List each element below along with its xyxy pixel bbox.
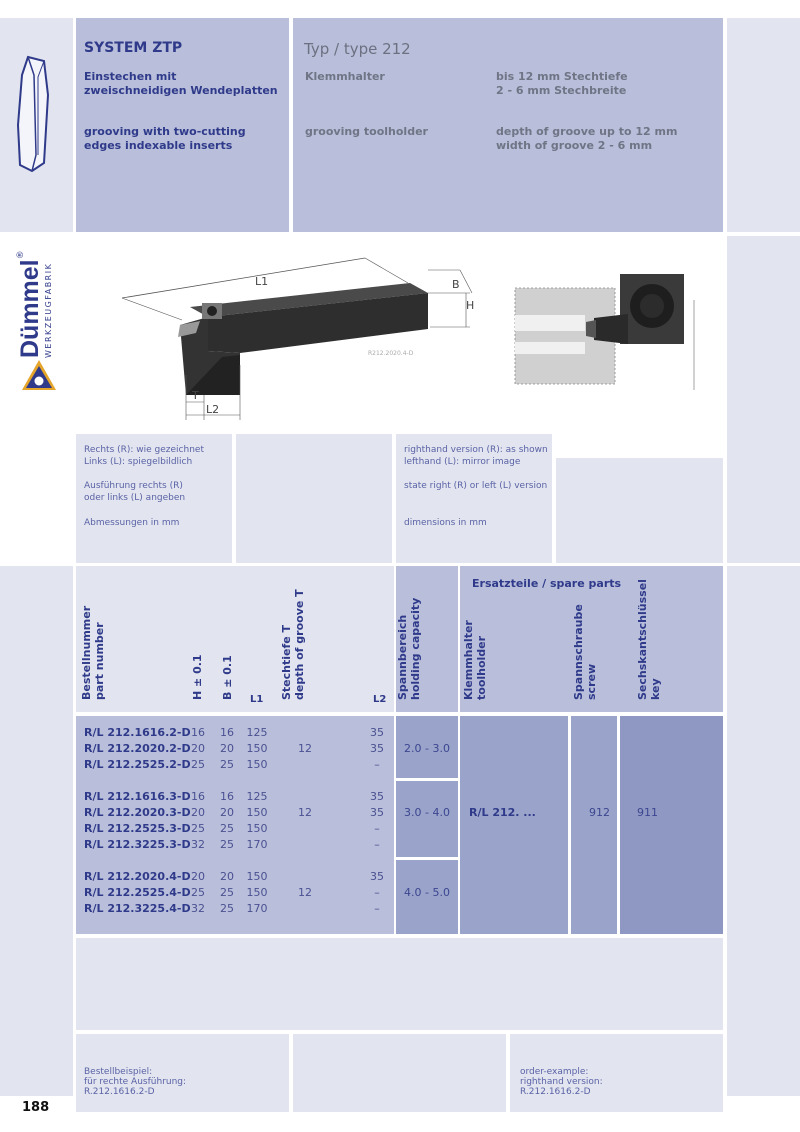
col-holder-en: toolholder xyxy=(475,635,488,700)
value-B: 16 xyxy=(220,726,234,739)
de-desc-line2: zweischneidigen Wendeplatten xyxy=(84,84,278,97)
system-title: SYSTEM ZTP xyxy=(84,40,183,56)
footer-blank-panel xyxy=(293,1034,506,1112)
col-T-en: depth of groove T xyxy=(293,589,306,700)
holder-cell xyxy=(460,716,568,934)
label-B: B xyxy=(452,278,460,291)
value-T: 12 xyxy=(298,886,312,899)
value-L2: 35 xyxy=(370,742,384,755)
notes-blank-panel xyxy=(236,434,392,563)
value-H: 16 xyxy=(191,790,205,803)
de-holder: Klemmhalter xyxy=(305,70,385,83)
label-L1: L1 xyxy=(255,275,269,288)
col-header-B xyxy=(214,566,234,712)
toolholder-drawing xyxy=(110,245,490,425)
page-number: 188 xyxy=(22,1100,50,1115)
value-B: 20 xyxy=(220,806,234,819)
screw-cell xyxy=(571,716,617,934)
left-strip-bottom xyxy=(0,566,73,1096)
value-B: 25 xyxy=(220,886,234,899)
note-en-line3: state right (R) or left (L) version xyxy=(404,481,548,491)
label-L2: L2 xyxy=(206,403,220,416)
value-B: 25 xyxy=(220,838,234,851)
col-header-key xyxy=(636,566,680,712)
note-de-line3: Ausführung rechts (R) xyxy=(84,481,183,491)
value-H: 32 xyxy=(191,838,205,851)
brand-registered: ® xyxy=(16,250,26,260)
en-spec-line1: depth of groove up to 12 mm xyxy=(496,125,678,138)
value-L1: 150 xyxy=(246,742,268,755)
table-row[interactable] xyxy=(76,758,476,774)
value-H: 20 xyxy=(191,870,205,883)
note-de-line5: Abmessungen in mm xyxy=(84,518,180,528)
part-number: R/L 212.2525.3-D xyxy=(84,822,191,835)
value-L1: 170 xyxy=(246,838,268,851)
value-L1: 125 xyxy=(246,726,268,739)
key-cell xyxy=(620,716,723,934)
part-number: R/L 212.3225.4-D xyxy=(84,902,191,915)
range-value-2: 3.0 - 4.0 xyxy=(404,806,450,819)
value-B: 25 xyxy=(220,758,234,771)
en-spec-line2: width of groove 2 - 6 mm xyxy=(496,139,653,152)
footer-de-line2: für rechte Ausführung: xyxy=(84,1077,187,1087)
col-T-de: Stechtiefe T xyxy=(280,624,293,700)
footer-de-line1: Bestellbeispiel: xyxy=(84,1067,153,1077)
drawing-engraving: R212.2020.4-D xyxy=(368,350,414,357)
col-header-T xyxy=(280,566,324,712)
range-value-1: 2.0 - 3.0 xyxy=(404,742,450,755)
col-header-range xyxy=(396,566,440,712)
value-L2: 35 xyxy=(370,806,384,819)
col-holder-de: Klemmhalter xyxy=(462,620,475,700)
col-range-en: holding capacity xyxy=(409,597,422,700)
value-H: 32 xyxy=(191,902,205,915)
en-holder: grooving toolholder xyxy=(305,125,428,138)
en-desc-line1: grooving with two-cutting xyxy=(84,125,246,138)
note-en-line4: dimensions in mm xyxy=(404,518,487,528)
col-B: B ± 0.1 xyxy=(221,655,234,700)
brand-name: Dümmel xyxy=(16,259,44,358)
table-row[interactable] xyxy=(76,726,476,742)
label-H: H xyxy=(466,299,475,312)
col-key-en: key xyxy=(649,678,662,700)
value-H: 25 xyxy=(191,822,205,835)
part-number: R/L 212.2020.3-D xyxy=(84,806,191,819)
spare-parts-title: Ersatzteile / spare parts xyxy=(472,577,622,590)
value-L2: – xyxy=(374,758,380,771)
value-L1: 150 xyxy=(246,870,268,883)
col-screw-en: screw xyxy=(585,663,598,700)
type-title: Typ / type 212 xyxy=(304,40,411,58)
en-desc-line2: edges indexable inserts xyxy=(84,139,233,152)
footer-de-line3: R.212.1616.2-D xyxy=(84,1087,155,1097)
value-B: 20 xyxy=(220,870,234,883)
groove-detail-drawing xyxy=(510,270,705,395)
de-spec-line1: bis 12 mm Stechtiefe xyxy=(496,70,628,83)
de-spec-line2: 2 - 6 mm Stechbreite xyxy=(496,84,627,97)
part-number: R/L 212.1616.3-D xyxy=(84,790,191,803)
right-strip-middle xyxy=(727,236,800,563)
value-L1: 150 xyxy=(246,806,268,819)
value-L1: 125 xyxy=(246,790,268,803)
table-row[interactable] xyxy=(76,790,476,806)
col-header-holder xyxy=(462,566,506,712)
part-number: R/L 212.3225.3-D xyxy=(84,838,191,851)
table-row[interactable] xyxy=(76,870,476,886)
footer-en-line1: order-example: xyxy=(520,1067,589,1077)
value-L2: – xyxy=(374,902,380,915)
part-number: R/L 212.1616.2-D xyxy=(84,726,191,739)
value-L1: 150 xyxy=(246,886,268,899)
col-header-screw xyxy=(572,566,616,712)
value-L2: 35 xyxy=(370,790,384,803)
value-L1: 170 xyxy=(246,902,268,915)
note-en-line1: righthand version (R): as shown xyxy=(404,445,548,455)
part-number: R/L 212.2525.2-D xyxy=(84,758,191,771)
col-L2: L2 xyxy=(373,694,387,705)
brand-emblem-icon xyxy=(22,360,56,396)
value-L1: 150 xyxy=(246,758,268,771)
value-H: 25 xyxy=(191,758,205,771)
right-strip-top xyxy=(727,18,800,232)
note-en-line2: lefthand (L): mirror image xyxy=(404,457,521,467)
value-H: 20 xyxy=(191,806,205,819)
value-L2: – xyxy=(374,822,380,835)
notes-blank-panel-2 xyxy=(556,458,723,563)
footer-en-line2: righthand version: xyxy=(520,1077,603,1087)
value-T: 12 xyxy=(298,742,312,755)
value-T: 12 xyxy=(298,806,312,819)
blank-panel xyxy=(76,938,723,1030)
col-part-number-en: part number xyxy=(93,622,106,700)
value-L2: – xyxy=(374,838,380,851)
right-strip-bottom xyxy=(727,566,800,1096)
label-T: T xyxy=(192,389,199,402)
table-row[interactable] xyxy=(76,902,476,918)
de-desc-line1: Einstechen mit xyxy=(84,70,177,83)
value-B: 16 xyxy=(220,790,234,803)
footer-en-line3: R.212.1616.2-D xyxy=(520,1087,591,1097)
part-number: R/L 212.2020.2-D xyxy=(84,742,191,755)
col-H: H ± 0.1 xyxy=(191,654,204,700)
note-de-line1: Rechts (R): wie gezeichnet xyxy=(84,445,204,455)
brand-sub: WERKZEUGFABRIK xyxy=(44,262,53,358)
col-header-part-number xyxy=(80,566,124,712)
part-number: R/L 212.2020.4-D xyxy=(84,870,191,883)
screw-value: 912 xyxy=(589,806,610,819)
col-part-number-de: Bestellnummer xyxy=(80,605,93,700)
value-B: 20 xyxy=(220,742,234,755)
col-screw-de: Spannschraube xyxy=(572,604,585,700)
value-L1: 150 xyxy=(246,822,268,835)
col-header-H xyxy=(184,566,204,712)
value-L2: – xyxy=(374,886,380,899)
part-number: R/L 212.2525.4-D xyxy=(84,886,191,899)
key-value: 911 xyxy=(637,806,658,819)
value-H: 20 xyxy=(191,742,205,755)
value-B: 25 xyxy=(220,902,234,915)
col-L1: L1 xyxy=(250,694,264,705)
value-H: 25 xyxy=(191,886,205,899)
value-B: 25 xyxy=(220,822,234,835)
note-de-line4: oder links (L) angeben xyxy=(84,493,186,503)
table-group-2 xyxy=(76,790,476,856)
insert-icon xyxy=(14,55,54,175)
holder-value: R/L 212. ... xyxy=(469,806,536,819)
table-row[interactable] xyxy=(76,822,476,838)
col-range-de: Spannbereich xyxy=(396,614,409,700)
value-L2: 35 xyxy=(370,726,384,739)
table-row[interactable] xyxy=(76,838,476,854)
value-L2: 35 xyxy=(370,870,384,883)
note-de-line2: Links (L): spiegelbildlich xyxy=(84,457,193,467)
value-H: 16 xyxy=(191,726,205,739)
col-key-de: Sechskantschlüssel xyxy=(636,579,649,700)
range-value-3: 4.0 - 5.0 xyxy=(404,886,450,899)
